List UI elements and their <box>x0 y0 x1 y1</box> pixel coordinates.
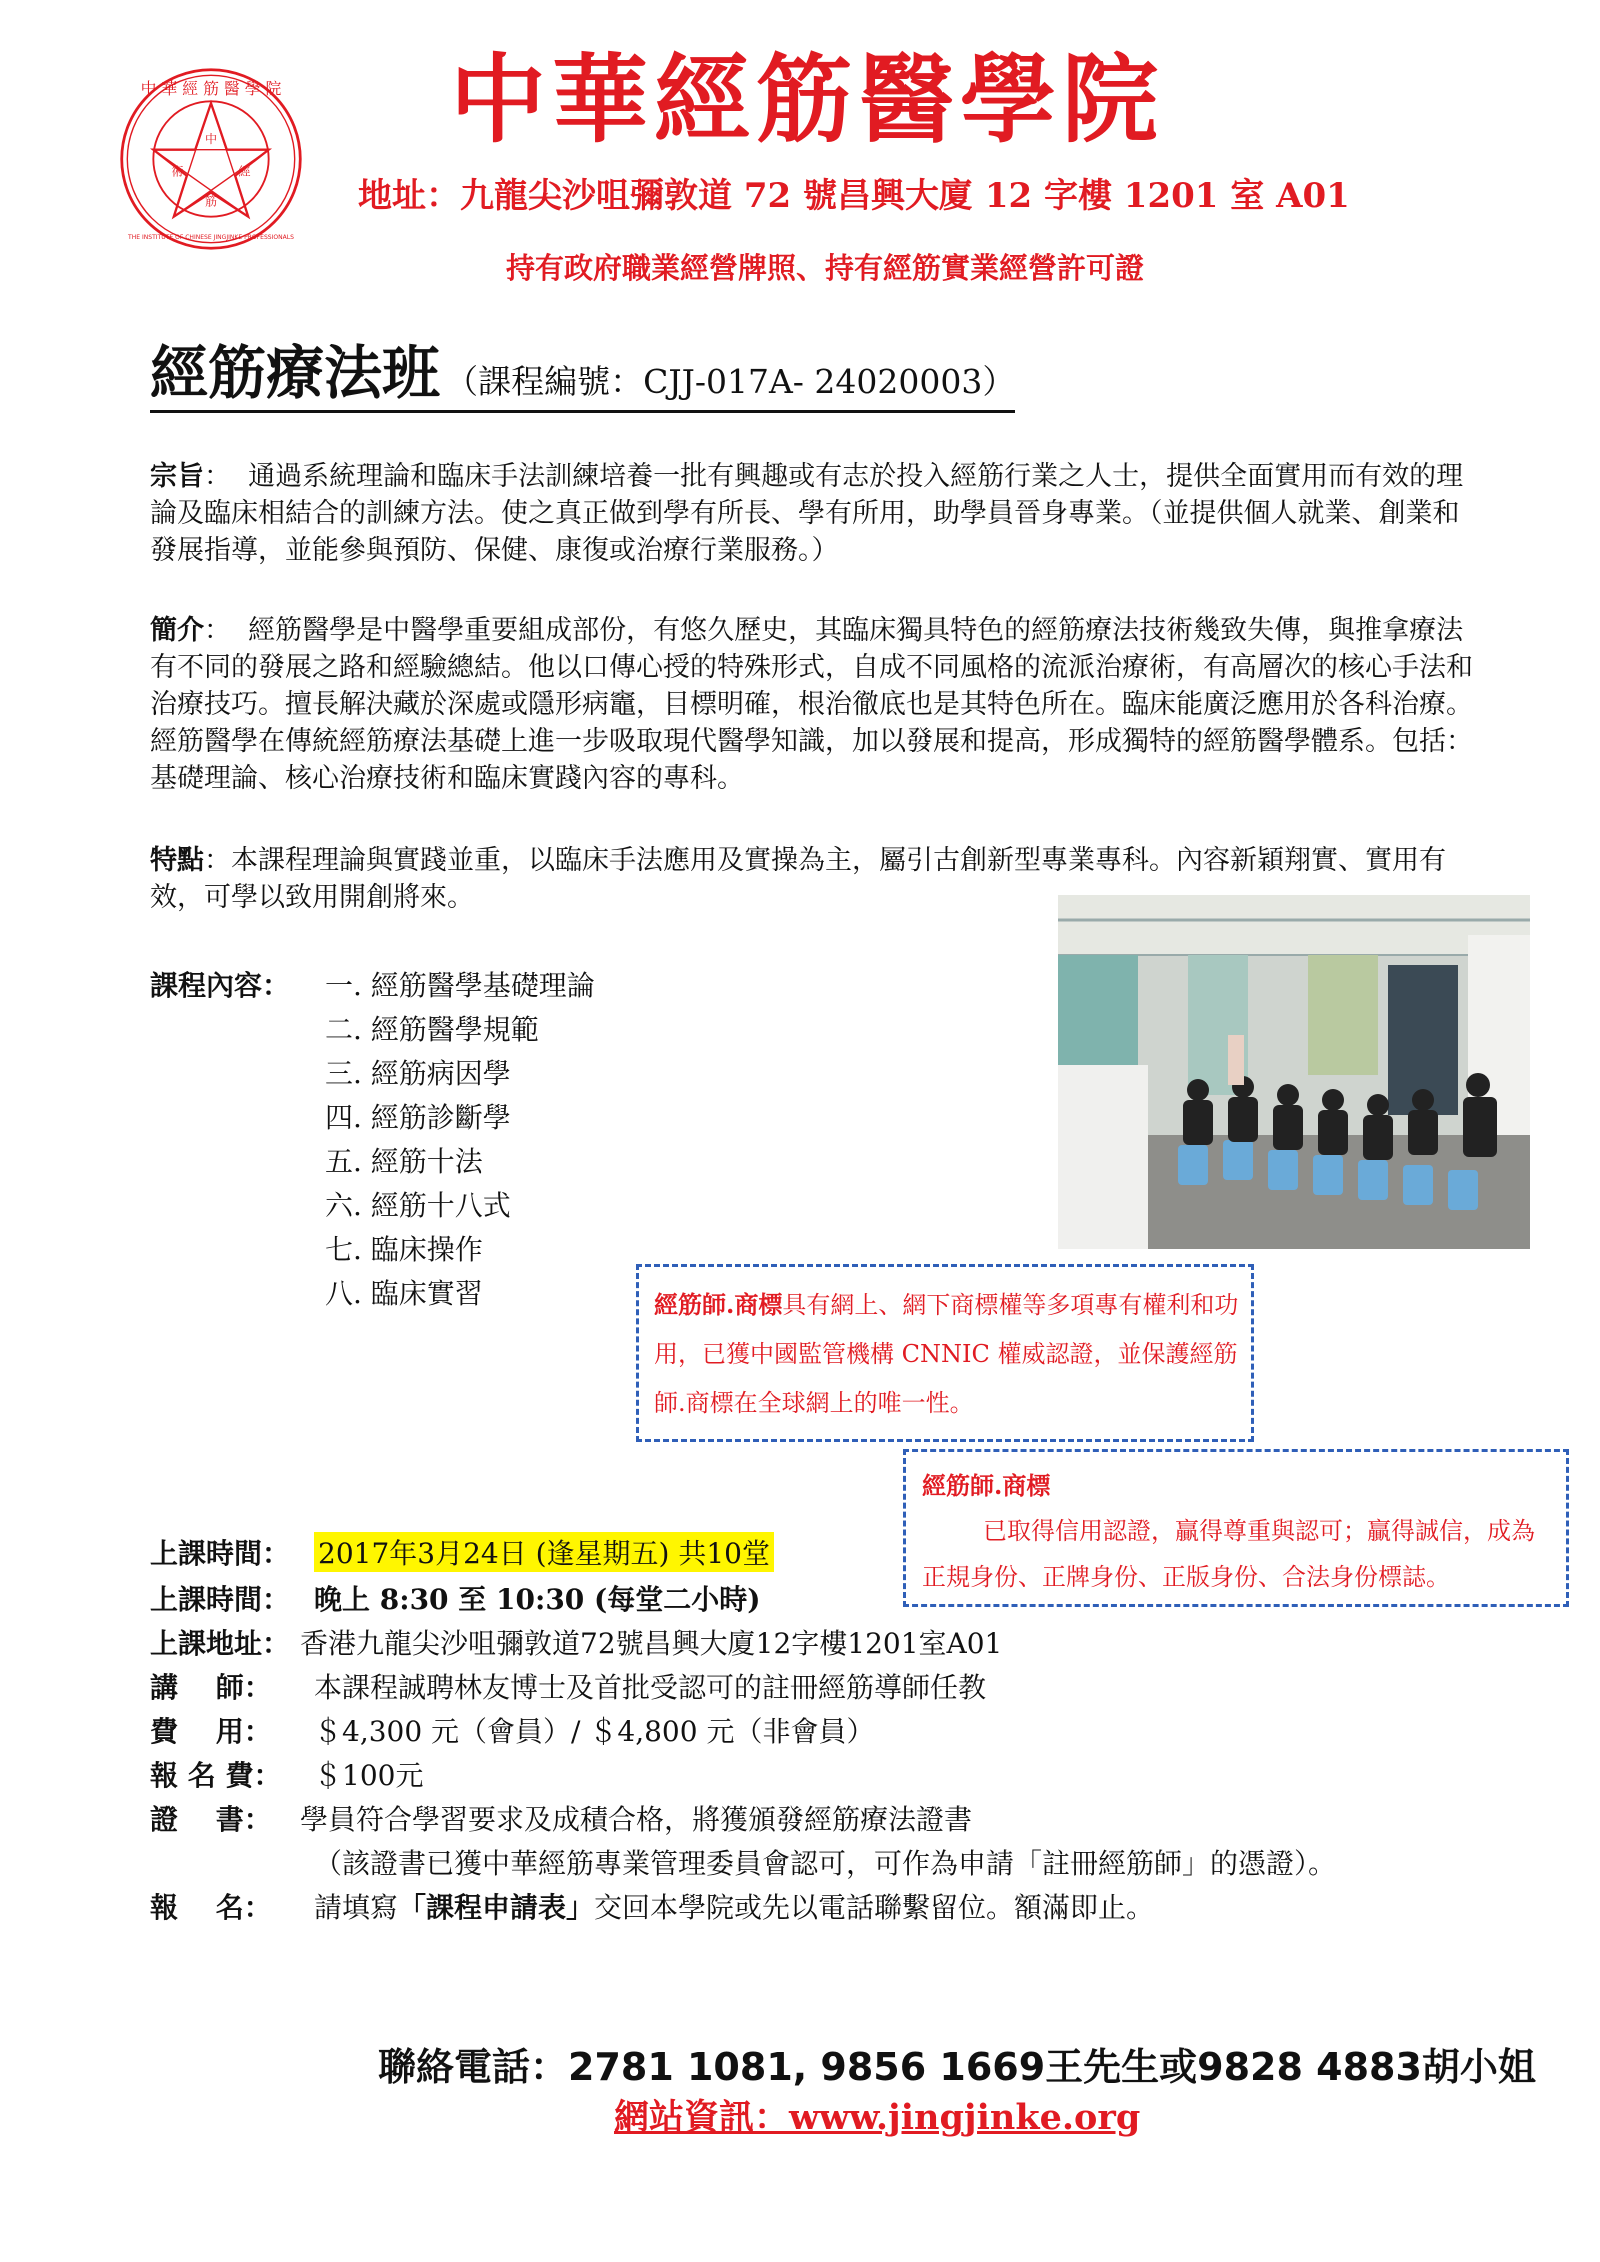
curriculum-item: 三. 經筋病因學 <box>325 1057 511 1090</box>
trademark-box-1-body: 具有網上、網下商標權等多項專有權利和功用，已獲中國監管機構 CNNIC 權威認證，並保護經筋師.商標在全球網上的唯一性。 <box>654 1291 1239 1417</box>
time-value: 晚上 8:30 至 10:30 (每堂二小時) <box>314 1583 761 1616</box>
regfee-value: ＄100元 <box>314 1759 424 1792</box>
seal-center-bottom: 筋 <box>204 194 218 209</box>
seal-center-top: 中 <box>204 132 218 147</box>
curriculum-item: 五. 經筋十法 <box>325 1145 483 1178</box>
seal-center-left: 術 <box>171 164 184 179</box>
curriculum-item: 四. 經筋診斷學 <box>325 1101 511 1134</box>
certificate-note: （該證書已獲中華經筋專業管理委員會認可，可作為申請「註冊經筋師」的憑證）。 <box>314 1847 1337 1880</box>
curriculum-item: 八. 臨床實習 <box>325 1277 483 1310</box>
classroom-photo <box>1058 895 1530 1249</box>
aim-text: 通過系統理論和臨床手法訓練培養一批有興趣或有志於投入經筋行業之人士，提供全面實用而有效的理論及臨床相結合的訓練方法。使之真正做到學有所長、學有所用，助學員晉身專業。（並提供個人就業、創業和發展指導，並能參與預防、保健、康復或治療行業服務。） <box>150 461 1464 566</box>
website-link[interactable]: 網站資訊：www.jingjinke.org <box>614 2097 1141 2138</box>
curriculum-item: 六. 經筋十八式 <box>325 1189 511 1222</box>
trademark-box-2-text: 已取得信用認證，贏得尊重與認可；贏得誠信，成為正規身份、正牌身份、正版身份、合法身份標誌。 <box>922 1517 1536 1591</box>
curriculum-item: 一. 經筋醫學基礎理論 <box>325 969 595 1002</box>
intro-text: 經筋醫學是中醫學重要組成部份，有悠久歷史，其臨床獨具特色的經筋療法技術幾致失傳，與推拿療法有不同的發展之路和經驗總結。他以口傳心授的特殊形式，自成不同風格的流派治療術，有高層次的核心手法和治療技巧。擅長解決藏於深處或隱形病竈，目標明確，根治徹底也是其特色所在。臨床能廣泛應用於各科治療。經筋醫學在傳統經筋療法基礎上進一步吸取現代醫學知識，加以發展和提高，形成獨特的經筋醫學體系。包括：基礎理論、核心治療技術和臨床實踐內容的專科。 <box>150 615 1473 794</box>
trademark-box-2-body <box>922 1508 1552 1600</box>
course-code: （課程編號：CJJ-017A- 24020003） <box>445 362 1016 401</box>
seal-ring-text: 中 華 經 筋 醫 學 院 <box>140 78 282 98</box>
date-value: 2017年3月24日 (逢星期五) 共10堂 <box>314 1532 774 1572</box>
institute-seal <box>118 66 304 252</box>
feature-text: 本課程理論與實踐並重，以臨床手法應用及實操為主，屬引古創新型專業專科。內容新穎翔實、實用有效，可學以致用開創將來。 <box>150 845 1446 913</box>
enrol-pre: 請填寫 <box>314 1891 399 1924</box>
application-form-name: 「課程申請表」 <box>398 1891 595 1924</box>
venue-label: 上課地址： <box>150 1627 291 1660</box>
date-label: 上課時間： <box>150 1537 291 1570</box>
certificate-value: 學員符合學習要求及成積合格，將獲頒發經筋療法證書 <box>300 1803 973 1836</box>
intro-separator: ： <box>204 615 231 646</box>
course-heading <box>150 326 1015 413</box>
venue-value: 香港九龍尖沙咀彌敦道72號昌興大廈12字樓1201室A01 <box>300 1627 1003 1660</box>
feature-label: 特點 <box>150 845 204 876</box>
course-title: 經筋療法班 <box>150 339 441 407</box>
seal-english-ring: THE INSTITUTE OF CHINESE JINGJINKE PROFESSIONALS <box>128 233 294 241</box>
institute-address: 地址：九龍尖沙咀彌敦道 72 號昌興大廈 12 字樓 1201 室 A01 <box>358 176 1350 216</box>
enrol-label: 報 名： <box>150 1891 272 1924</box>
enrol-post: 交回本學院或先以電話聯繫留位。額滿即止。 <box>594 1891 1155 1924</box>
aim-paragraph <box>150 458 1480 569</box>
intro-paragraph <box>150 612 1480 797</box>
trademark-box-1-text <box>654 1280 1242 1428</box>
feature-separator: ： <box>204 845 231 876</box>
intro-label: 簡介 <box>150 615 204 646</box>
teacher-label: 講 師： <box>150 1671 272 1704</box>
curriculum-label: 課程內容： <box>150 969 291 1002</box>
curriculum-item: 二. 經筋醫學規範 <box>325 1013 539 1046</box>
certificate-label: 證 書： <box>150 1803 272 1836</box>
aim-separator: ： <box>204 461 231 492</box>
regfee-label: 報 名 費： <box>150 1759 282 1792</box>
time-label: 上課時間： <box>150 1583 291 1616</box>
trademark-box-1-bold: 經筋師.商標 <box>654 1290 783 1319</box>
seal-center-right: 經 <box>238 164 251 179</box>
aim-label: 宗旨 <box>150 461 204 492</box>
curriculum-item: 七. 臨床操作 <box>325 1233 483 1266</box>
contact-phone: 聯絡電話：2781 1081, 9856 1669王先生或9828 4883胡小姐 <box>378 2045 1536 2089</box>
trademark-box-2-title: 經筋師.商標 <box>922 1471 1051 1500</box>
teacher-value: 本課程誠聘林友博士及首批受認可的註冊經筋導師任教 <box>314 1671 987 1704</box>
institute-name: 中華經筋醫學院 <box>450 44 1164 156</box>
licence-statement: 持有政府職業經營牌照、持有經筋實業經營許可證 <box>506 251 1145 285</box>
fee-value: ＄4,300 元（會員）/ ＄4,800 元（非會員） <box>314 1715 875 1748</box>
enrol-value <box>314 1886 1154 1926</box>
fee-label: 費 用： <box>150 1715 272 1748</box>
